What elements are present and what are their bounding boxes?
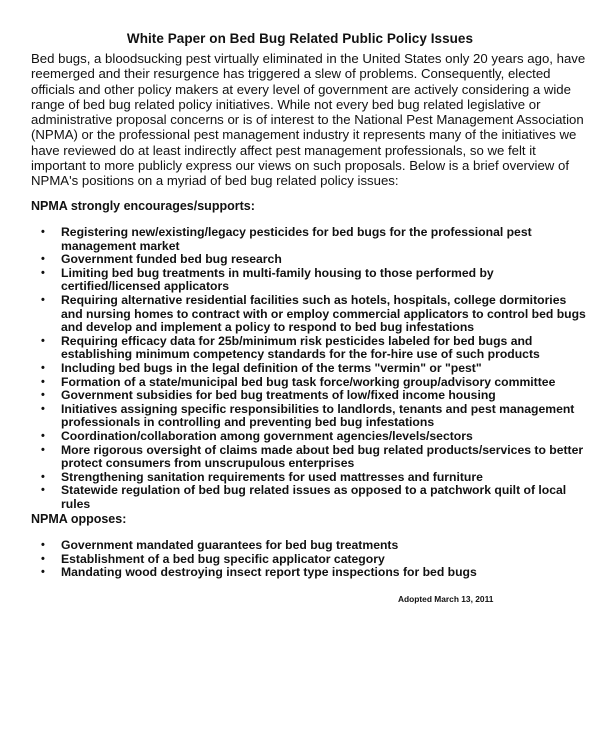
list-item: • Registering new/existing/legacy pesticides for bed bugs for the professional pest management market bbox=[41, 225, 532, 253]
bullet-icon: • bbox=[41, 293, 45, 306]
bullet-icon: • bbox=[41, 402, 45, 415]
opposes-list bbox=[0, 539, 600, 580]
list-item: • Requiring efficacy data for 25b/minimum risk pesticides labeled for bed bugs and establishing minimum competency standards for the for-hire use of such products bbox=[41, 333, 540, 362]
bullet-icon: • bbox=[41, 429, 45, 442]
list-item: • Strengthening sanitation requirements for used mattresses and furniture bbox=[41, 469, 483, 484]
bullet-icon: • bbox=[41, 361, 45, 374]
bullet-icon: • bbox=[41, 484, 45, 497]
list-item: • Formation of a state/municipal bed bug task force/working group/advisory committee bbox=[41, 374, 556, 389]
bullet-icon: • bbox=[41, 226, 45, 238]
bullet-icon: • bbox=[41, 539, 45, 551]
list-item: • Government subsidies for bed bug treatments of low/fixed income housing bbox=[41, 388, 496, 403]
bullet-icon: • bbox=[41, 443, 45, 456]
list-item: • Government funded bed bug research bbox=[41, 252, 282, 267]
list-item: • Establishment of a bed bug specific applicator category bbox=[41, 551, 385, 566]
list-item: • Government mandated guarantees for bed bug treatments bbox=[41, 538, 399, 552]
bullet-icon: • bbox=[41, 375, 45, 388]
bullet-icon: • bbox=[41, 470, 45, 483]
bullet-icon: • bbox=[41, 552, 45, 565]
bullet-icon: • bbox=[41, 334, 45, 347]
bullet-icon: • bbox=[41, 253, 45, 266]
list-item: • Statewide regulation of bed bug related issues as opposed to a patchwork quilt of local rules bbox=[41, 483, 567, 511]
list-item: • Limiting bed bug treatments in multi-family housing to those performed by certified/licensed applicators bbox=[41, 265, 494, 294]
supports-list bbox=[0, 226, 600, 511]
list-item: • Coordination/collaboration among government agencies/levels/sectors bbox=[41, 428, 473, 443]
bullet-icon: • bbox=[41, 566, 45, 579]
bullet-icon: • bbox=[41, 266, 45, 279]
adopted-date: Adopted March 13, 2011 bbox=[398, 594, 494, 604]
intro-paragraph: Bed bugs, a bloodsucking pest virtually eliminated in the United States only 20 years ago, have reemerged and their resurgence has triggered a slew of problems. Consequently, elected officials and other policy makers at every level of government are actively considering a wide range of bed bug related policy initiatives. While not every bed bug related legislative or administrative proposal concerns or is of interest to the National Pest Management Association (NPMA) or the professional pest management industry it represents many of the initiatives we have reviewed do at least indirectly affect pest management professionals, so we felt it important to more publicly express our views on such proposals. Below is a brief overview of NPMA's positions on a myriad of bed bug related policy issues: bbox=[31, 51, 586, 189]
bullet-icon: • bbox=[41, 389, 45, 402]
opposes-heading: NPMA opposes: bbox=[31, 512, 127, 526]
list-item: • Initiatives assigning specific responsibilities to landlords, tenants and pest management professionals in controlling and preventing bed bug infestations bbox=[41, 401, 575, 430]
list-item: • Mandating wood destroying insect report type inspections for bed bugs bbox=[41, 565, 477, 580]
supports-heading: NPMA strongly encourages/supports: bbox=[31, 199, 255, 213]
document-title: White Paper on Bed Bug Related Public Policy Issues bbox=[126, 31, 474, 46]
list-item: • More rigorous oversight of claims made about bed bug related products/services to better protect consumers from unscrupulous enterprises bbox=[41, 442, 584, 471]
list-item: • Including bed bugs in the legal definition of the terms "vermin" or "pest" bbox=[41, 360, 482, 375]
list-item: • Requiring alternative residential facilities such as hotels, hospitals, college dormitories and nursing homes to contract with or employ commercial applicators to control bed bugs and develop and implement a policy to respond to bed bug infestations bbox=[41, 292, 586, 335]
